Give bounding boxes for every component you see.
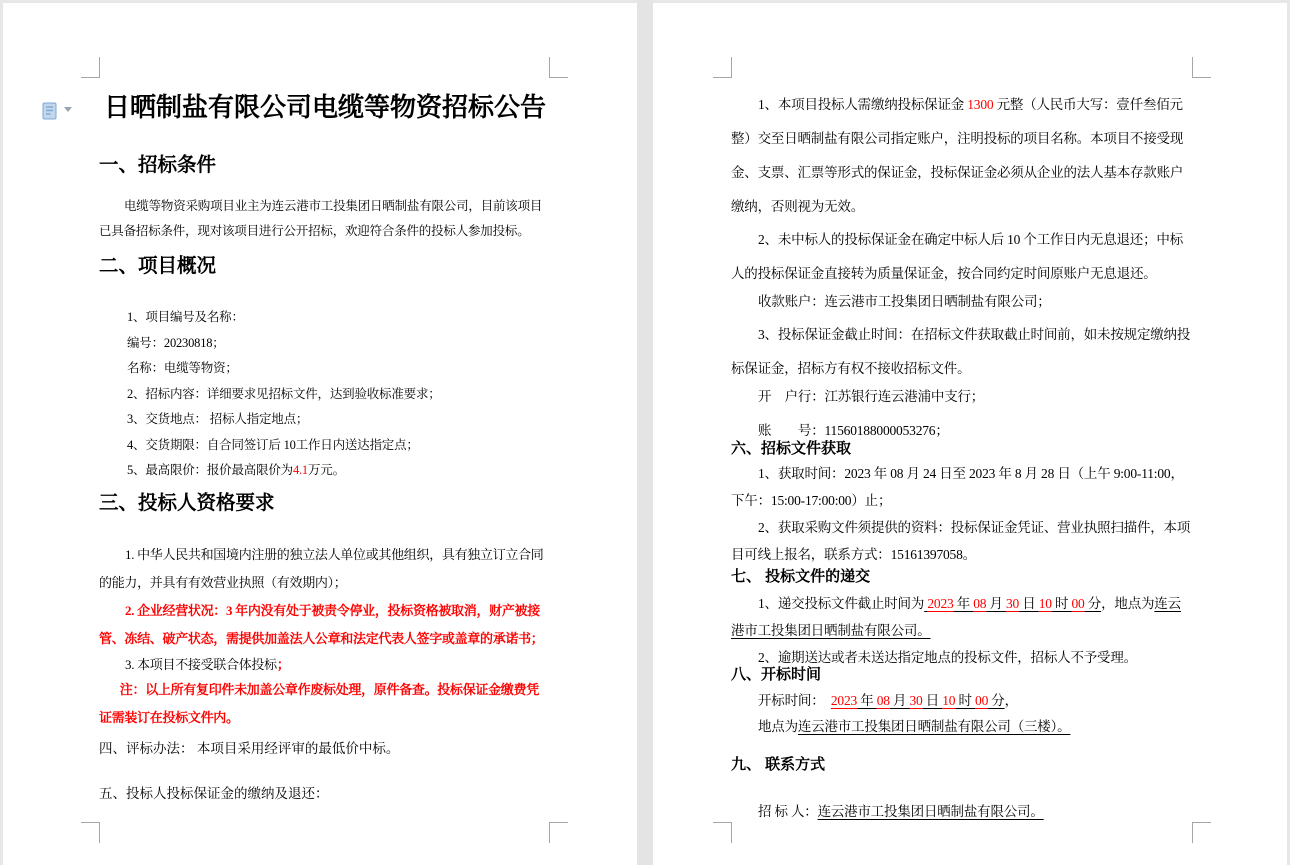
- text-run: 2、未中标人的投标保证金在确定中标人后 10 个工作日内无息退还；中标人的投标保证金直接转为质量保证金，按合同约定时间原账户无息退还。: [731, 232, 1183, 281]
- heading-7: [731, 565, 1193, 589]
- text-run: 八、开标时间: [731, 665, 822, 683]
- margin-crop-mark: [713, 57, 732, 78]
- heading-2: [99, 253, 551, 279]
- text-run: 3. 本项目不接受联合体投标: [125, 656, 277, 672]
- margin-crop-mark: [549, 57, 568, 78]
- heading-4: [99, 736, 551, 762]
- heading-6: [731, 437, 1193, 461]
- text-run: 3、交货地点： 招标人指定地点；: [127, 412, 309, 426]
- text-run: 年: [953, 596, 974, 611]
- heading-3: [99, 490, 551, 516]
- text-run: 日: [922, 692, 943, 708]
- list-item: [127, 382, 551, 408]
- text-run: 六、招标文件获取: [731, 440, 852, 457]
- text-run: 3、投标保证金截止时间：在招标文件获取截止时间前，如未按规定缴纳投标保证金，招标方有权不接收招标文件。: [731, 327, 1191, 376]
- paragraph: [731, 714, 1193, 741]
- text-run: 七、 投标文件的递交: [731, 568, 871, 585]
- text-run: 账 号：11560188000053276；: [758, 423, 949, 438]
- text-run: 2. 企业经营状况：3 年内没有处于被责令停业，投标资格被取消，财产被接管、冻结、破产状态，需提供加盖法人公章和法定代表人签字或盖章的承诺书；: [99, 602, 544, 646]
- window-left-edge: [0, 0, 3, 865]
- text-run: ；: [276, 656, 290, 672]
- text-run: 00: [975, 692, 989, 708]
- margin-crop-mark: [81, 822, 100, 843]
- paragraph-layout-button[interactable]: [42, 102, 76, 122]
- text-run: 4、交货期限：自合同签订后 10工作日内送达指定点；: [127, 437, 419, 452]
- text-run: 时: [1051, 596, 1072, 611]
- text-run: 分: [988, 692, 1005, 708]
- text-run: 2、逾期送达或者未送达指定地点的投标文件，招标人不予受理。: [758, 650, 1137, 665]
- text-run: 名称：电缆等物资；: [127, 361, 238, 375]
- dropdown-arrow-icon: [64, 107, 72, 112]
- list-item: [127, 331, 551, 357]
- paragraph: [731, 223, 1193, 291]
- list-item: [127, 407, 551, 433]
- paragraph: [731, 799, 1193, 826]
- margin-crop-mark: [1192, 822, 1211, 843]
- text-run: 08: [876, 692, 890, 708]
- paragraph: [99, 676, 551, 732]
- text-run: 连云港市工投集团日晒制盐有限公司（三楼）。: [797, 719, 1071, 734]
- list-item: [127, 458, 551, 484]
- text-run: 三、投标人资格要求: [99, 491, 275, 514]
- text-run: 日晒制盐有限公司电缆等物资招标公告: [103, 92, 546, 122]
- text-run: 收款账户：连云港市工投集团日晒制盐有限公司；: [758, 294, 1051, 309]
- heading-9: [731, 753, 1193, 777]
- paragraph: [731, 688, 1193, 715]
- text-run: 日: [1019, 596, 1039, 611]
- text-run: 分: [1084, 596, 1102, 611]
- text-run: 招 标 人：: [758, 803, 818, 819]
- margin-crop-mark: [713, 822, 732, 843]
- text-run: 4.1: [292, 463, 308, 477]
- text-run: 5、最高限价：报价最高限价为: [127, 463, 293, 477]
- text-run: 月: [889, 692, 910, 708]
- text-run: 2023: [830, 692, 858, 708]
- text-run: 年: [857, 692, 877, 708]
- text-run: 注：以上所有复印件未加盖公章作废标处理，原件备查。投标保证金缴费凭证需装订在投标文件内。: [99, 681, 539, 725]
- text-run: 一、招标条件: [99, 154, 217, 176]
- paragraph: [731, 515, 1193, 568]
- text-run: 月: [986, 596, 1006, 611]
- text-run: 连云港市工投集团日晒制盐有限公司。: [817, 803, 1044, 819]
- text-run: 万元。: [307, 463, 345, 477]
- text-run: 编号：20230818；: [127, 335, 225, 350]
- text-run: 30: [1005, 596, 1020, 611]
- text-run: 开 户行：江苏银行连云港浦中支行；: [758, 389, 985, 404]
- paragraph: [99, 651, 551, 679]
- paragraph: [99, 541, 551, 597]
- text-run: 开标时间：: [758, 692, 831, 708]
- text-run: 1、项目编号及名称：: [127, 310, 244, 324]
- paragraph: [731, 88, 1193, 224]
- text-run: 2、获取采购文件须提供的资料：投标保证金凭证、营业执照扫描件，本项目可线上报名，联系方式：15161397058。: [731, 520, 1191, 562]
- margin-crop-mark: [549, 822, 568, 843]
- text-run: 10: [1038, 596, 1052, 611]
- text-run: 2、招标内容：详细要求见招标文件，达到验收标准要求；: [127, 386, 441, 401]
- page-gutter: [637, 0, 653, 865]
- text-run: 五、投标人投标保证金的缴纳及退还：: [99, 785, 329, 801]
- paragraph: [731, 318, 1193, 386]
- text-run: ，地点为: [1101, 596, 1155, 611]
- paragraph: [731, 591, 1193, 644]
- paragraph-layout-document-icon: [42, 102, 57, 120]
- text-run: 连云港市工投集团日晒制盐有限公司。: [731, 596, 1181, 638]
- text-run: 10: [942, 692, 956, 708]
- list-item: [127, 433, 551, 459]
- list-item: [127, 356, 551, 382]
- text-run: ，: [1004, 692, 1018, 708]
- heading-5: [99, 781, 551, 807]
- paragraph: [731, 381, 1193, 412]
- text-run: 1300: [967, 97, 994, 112]
- text-run: 四、评标办法： 本项目采用经评审的最低价中标。: [99, 740, 400, 756]
- text-run: 1、递交投标文件截止时间为: [758, 596, 925, 611]
- text-run: 地点为: [758, 719, 798, 734]
- paragraph: [731, 461, 1193, 514]
- text-run: 08: [973, 596, 987, 611]
- list-item: [127, 305, 551, 331]
- paragraph: [99, 597, 551, 653]
- margin-crop-mark: [81, 57, 100, 78]
- text-run: 30: [909, 692, 923, 708]
- text-run: 九、 联系方式: [731, 755, 826, 773]
- text-run: 1. 中华人民共和国境内注册的独立法人单位或其他组织，具有独立订立合同的能力，并具有有效营业执照（有效期内）；: [99, 546, 544, 590]
- paragraph: [99, 194, 551, 244]
- text-run: 二、项目概况: [99, 255, 217, 277]
- text-run: 1、本项目投标人需缴纳投标保证金: [758, 97, 968, 112]
- doc-title: [99, 90, 551, 124]
- text-run: 2023: [927, 596, 954, 611]
- document-page-2: [731, 77, 1193, 825]
- heading-1: [99, 152, 551, 178]
- text-run: 00: [1071, 596, 1085, 611]
- text-run: 元整（人民币大写：壹仟叁佰元整）交至日晒制盐有限公司指定账户，注明投标的项目名称。本项目不接受现金、支票、汇票等形式的保证金，投标保证金必须从企业的法人基本存款账户缴纳，否则视为无效。: [731, 97, 1184, 214]
- text-run: 时: [955, 692, 976, 708]
- margin-crop-mark: [1192, 57, 1211, 78]
- text-run: 电缆等物资采购项目业主为连云港市工投集团日晒制盐有限公司，目前该项目已具备招标条件，现对该项目进行公开招标，欢迎符合条件的投标人参加投标。: [99, 199, 543, 238]
- document-page-1: [99, 77, 551, 807]
- text-run: 1、获取时间：2023 年 08 月 24 日至 2023 年 8 月 28 日（上午 9:00-11:00，下午：15:00-17:00:00）止；: [731, 466, 1184, 508]
